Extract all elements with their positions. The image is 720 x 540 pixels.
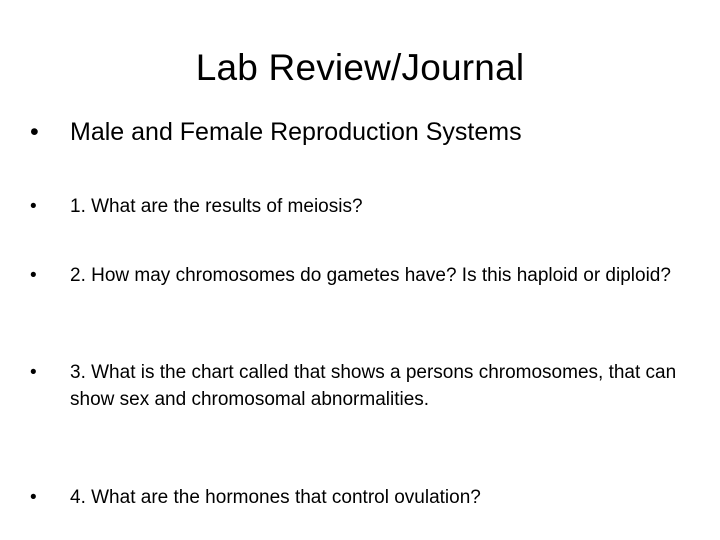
question-text: 2. How may chromosomes do gametes have? Is this haploid or diploid? — [70, 265, 671, 286]
bullet-dot-icon: • — [30, 196, 37, 217]
bullet-dot-icon: • — [30, 265, 37, 286]
question-4 — [30, 484, 690, 511]
question-3 — [30, 359, 690, 413]
question-text: 1. What are the results of meiosis? — [70, 196, 363, 217]
bullet-dot-icon: • — [30, 362, 37, 383]
slide-title: Lab Review/Journal — [195, 47, 525, 88]
question-1 — [30, 193, 690, 220]
question-2 — [30, 262, 690, 289]
bullet-dot-icon: • — [30, 118, 39, 146]
question-text: 3. What is the chart called that shows a persons chromosomes, that can show sex and chromosomal abnormalities. — [70, 362, 677, 410]
bullet-dot-icon: • — [30, 487, 37, 508]
main-bullet — [30, 114, 690, 150]
question-text: 4. What are the hormones that control ovulation? — [70, 487, 481, 508]
main-bullet-text: Male and Female Reproduction Systems — [70, 118, 522, 146]
